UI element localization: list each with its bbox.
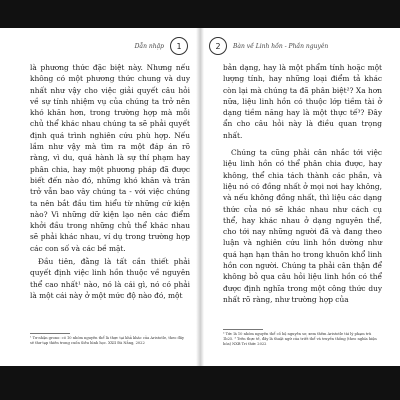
left-page-body [30,62,190,301]
right-footnote-rule [223,329,263,330]
left-footnote-rule [30,333,70,334]
left-page-header [20,36,188,56]
left-page [0,28,198,366]
left-paragraph-2: Đầu tiên, đằng là tất cần thiết phải quyết định việc linh hồn thuộc về nguyên thể cao nhất¹ nào, nó là cái gì, nó có phải là một cái này ở một mức độ nào đó, một [30,257,190,300]
right-running-head: Bàn về Linh hồn - Phần nguyên [233,42,329,50]
left-footnote: ¹ Tư nhận grono: có 10 nhóm nguyên thể là thực tại khả khác của Aristotle, theo đây sẽ thư tạp thiên trong cuốn Siêu hình học. XXII Đà Nẵng, 2022 [30,336,185,345]
left-running-head: Dẫn nhập [134,42,164,50]
right-paragraph-2: Chúng ta cũng phải cân nhắc tới việc liệu linh hồn có thể phân chia được, hay không, thể chia tách thành các phần, và liệu nó có đồng nhất ở mọi nơi hay không, và nếu không đồng nhất, thì liệu các dạng thức của nó sẽ khác nhau như cách cụ thể, hay khác nhau ở dạng nguyên thể, cho tới nay những người đã và đang theo luận và nghiên cứu linh hồn dường như quá hạn hạn thân ho trong khuôn khổ linh hồn con người. Chúng ta phải cân thận để không bỏ qua câu hỏi liệu linh hồn có thể được định nghĩa trong một công thức duy nhất rõ ràng, như trường hợp của [223,148,382,304]
right-page-number: 2 [209,37,227,55]
right-footnote: ² Tức là 10 nhóm nguyên thể cố hệ nguyên sơ, xem thêm Aristotle tài lý phạm trù 1b25. ³ Trên thực tế, đây là thuật ngữ của triết thể và truyền thống (theo nghĩa hiện hóa) NXB Tri thức 2022 [223,332,377,346]
right-page-body [223,62,382,305]
right-page-header [209,36,382,56]
left-paragraph-1: là phương thức đặc biệt này. Nhưng nếu không có một phương thức chung và duy nhất như vậy cho việc giải quyết câu hỏi về sự tính nhiệm vụ của chúng ta trở nên khó khăn hơn, trong trường hợp mà mỗi chủ thể khác nhau chúng ta sẽ phải quyết định quá trình nghiên cứu phù hợp. Nếu lầm như vậy mà tìm ra một đáp án rõ ràng, vì du, quá hành là sự thí phạm hay phân chia, hay một phương pháp đã được biết đến nào đó, những khó khăn và trăn trở vẫn bao vây chúng ta - với việc chúng ta nên bắt đầu tìm hiểu từ những cứ kiện nào? Vì những dữ kiện lạo nên các điểm khởi đầu trong những chủ thể khác nhau sẽ phải khác nhau, ví dụ trong trường hợp các con số và các bề mặt. [30,63,190,253]
right-page [201,28,400,366]
book-spread [0,28,400,366]
right-paragraph-1: bản dạng, hay là một phẩm tính hoặc một lượng tính, hay những loại điểm tả khác còn lại mà chúng ta đã phân biệt²? Xa hơn nữa, liệu linh hồn có thuộc lớp tiềm tài ở dạng tiềm năng hay là một thực tế³? Đây ẩn cho câu hỏi này là điều quan trọng nhất. [223,63,382,140]
left-page-number: 1 [170,37,188,55]
